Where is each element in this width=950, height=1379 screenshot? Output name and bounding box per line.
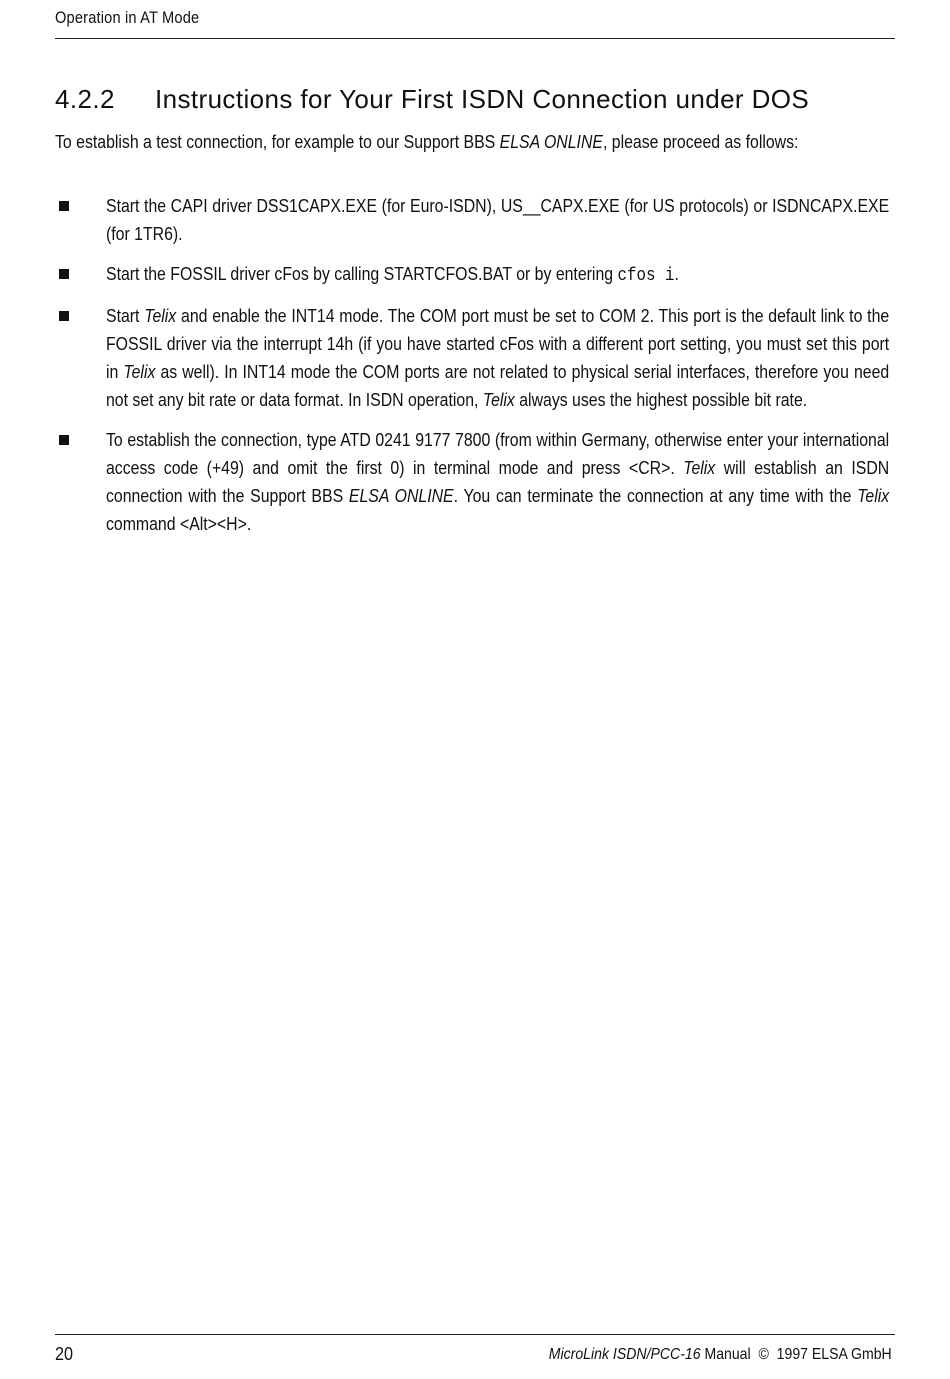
section-number: 4.2.2 [55,84,115,114]
program-name: Telix [144,306,177,326]
list-item [0,192,950,248]
intro-paragraph [55,128,891,156]
instruction-list [0,192,950,548]
header-rule [55,38,895,39]
program-name: Telix [482,390,515,410]
list-item-text: To establish the connection, type ATD 0241 9177 7800 (from within Germany, otherwise enter your international access code (+49) and omit the first 0) in terminal mode and press <CR>. Telix will establish an ISDN connection with the Support BBS ELSA ONLINE. You can terminate the connection at any time with the Telix command <Alt><H>. [106,430,890,534]
program-name: Telix [857,486,890,506]
command-code: cfos i [617,266,675,286]
program-name: Telix [123,362,156,382]
intro-text-end: , please proceed as follows: [602,132,799,152]
intro-text-start: To establish a test connection, for example to our Support BBS [55,132,500,152]
footer-rule [55,1334,895,1335]
square-bullet-icon [59,269,69,279]
square-bullet-icon [59,311,69,321]
list-item [0,426,950,538]
square-bullet-icon [59,201,69,211]
section-title [55,84,895,115]
square-bullet-icon [59,435,69,445]
footer-copyright: Manual © 1997 ELSA GmbH [700,1346,892,1363]
running-header: Operation in AT Mode [55,8,200,27]
intro-bbs-name: ELSA ONLINE [499,132,603,152]
product-name: MicroLink ISDN/PCC-16 [549,1346,701,1363]
list-item [0,302,950,414]
section-title-text: Instructions for Your First ISDN Connection under DOS [155,84,810,114]
program-name: Telix [683,458,716,478]
list-item-text: Start the FOSSIL driver cFos by calling STARTCFOS.BAT or by entering cfos i. [106,264,679,286]
page-number: 20 [55,1344,74,1364]
list-item-text: Start Telix and enable the INT14 mode. The COM port must be set to COM 2. This port is the default link to the FOSSIL driver via the interrupt 14h (if you have started cFos with a different port setting, you must set this port in Telix as well). In INT14 mode the COM ports are not related to physical serial interfaces, therefore you need not set any bit rate or data format. In ISDN operation, Telix always uses the highest possible bit rate. [106,306,890,410]
footer-product-info [549,1346,892,1364]
list-item [0,260,950,290]
list-item-text: Start the CAPI driver DSS1CAPX.EXE (for Euro-ISDN), US__CAPX.EXE (for US protocols) or ISDNCAPX.EXE (for 1TR6). [106,196,890,244]
bbs-name: ELSA ONLINE [348,486,454,506]
